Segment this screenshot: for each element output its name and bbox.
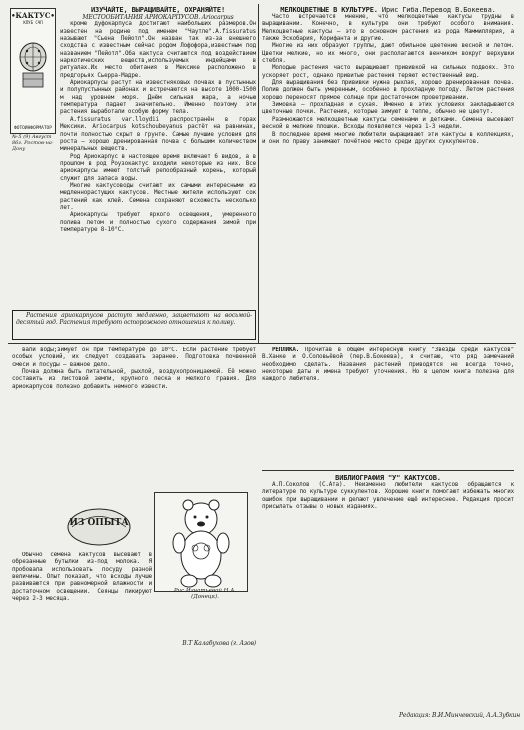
right-article-paragraph: Зимовка — прохладная и сухая. Именно в этих условиях закладываются цветочные почки. Растения, которые зимуют в тепле, обычно не цветут. — [262, 102, 514, 116]
left-article-heading: ИЗУЧАЙТЕ, ВЫРАЩИВАЙТЕ, ОХРАНЯЙТЕ! — [90, 6, 226, 14]
left-article-subheading: МЕСТООБИТАНИЯ АРИОКАРПУСОВ. Ariocarpus — [82, 14, 234, 21]
emblem-label: ИЗ ОПЫТА — [69, 518, 129, 528]
bibliography-text: А.П.Соколов (С.Ата). Неизменно любители кактусов обращаются к литературе по культуре суккулентов. Хорошие книги помогают избежать многих ошибок при выращивании и делают увлечение ещё интереснее. Редакция просит присылать отзывы о новых изданиях. — [262, 482, 514, 511]
right-article-paragraph: Многие из них образуют группы, дают обильное цветение весной и летом. Цветки мелкие, но их много, они располагаются венчиком вокруг верхушки стебля. — [262, 43, 514, 65]
right-article-byline: Ирис Гиба.Перевод В.Бокеева. — [381, 6, 496, 14]
masthead-logo — [10, 8, 56, 134]
right-article-title: МЕЛКОЦВЕТНЫЕ В КУЛЬТУРЕ. — [280, 6, 378, 14]
left-article-paragraph: Род Ариокарпус в настоящее время включает 6 видов, а в прошлом в род Роузокактус входили некоторые из них. Все ариокарпусы имеют толстый репообразный корень, который служит для запаса воды. — [60, 153, 256, 182]
left-article-paragraph: Многие кактусоводы считают их самыми интересными из медленнорастущих кактусов. Местные жители используют сок растений как клей. Семена сохраняют всхожесть несколько лет. — [60, 182, 256, 211]
issue-info: №-5 (9) Август 86г. Ростов-на-Дону — [12, 134, 54, 152]
bear-illustration — [154, 492, 248, 592]
review-heading: РЕПЛИКА. — [272, 347, 300, 353]
olympic-bear-icon — [155, 493, 247, 591]
left-article-paragraph: Ариокарпусы растут на известняковых почвах в пустынных и полупустынных районах и встречаются на высоте 1000-1500 м над уровнем моря. Днём сильная жара, а ночью температура падает значительно. Именно поэтому эти растения выработали особую форму тела. — [60, 80, 256, 116]
masthead-footer: ФОТОИНФОРМАТОР — [14, 126, 52, 131]
column-divider — [258, 4, 259, 344]
review-text: Прочитав в общем интересную книгу "Звезды среди кактусов" В.Ханке и О.Соловьёвой (пер.В.Бокеева), я считаю, что ряд замечаний необходимо сделать. Названия растений приводятся не всегда точно, некоторые даты и имена требуют уточнения. Но в целом книга полезна для каждого любителя. — [262, 347, 514, 383]
masthead-title: •КАКТУС• — [11, 11, 55, 20]
review-divider — [262, 470, 514, 471]
cactus-illustration-icon — [17, 27, 49, 107]
seeds-article-text: Обычно семена кактусов высевают в обрезанные бутылки из-под молока. Я пробовала использовать посуду разной величины. Опыт показал, что всходы лучше развиваются при равномерной влажности и достаточном освещении. Сеянцы пикируют через 2-3 месяца. — [12, 552, 152, 603]
bear-caption: Рис.Игнатьевой Н.А. (Донецк). — [173, 588, 237, 600]
right-article — [262, 6, 514, 342]
left-article — [60, 6, 256, 308]
left-note: Растения ариокарпусов растут медленно, зацветают на восьмой-десятый год. Растения требуют осторожного отношения к поливу. — [16, 312, 252, 327]
bottom-left-article — [12, 347, 256, 485]
left-article-paragraph: A.fissuratus var.lloydii распространён в горах Мексики. Ariocarpus kotschoubeyanus растёт на равнинах, почти полностью скрыт в грунте. Самые лучшие условия для роста — хорошо дренированная почва с большим количеством минеральных веществ. — [60, 116, 256, 153]
bottom-left-continuation — [12, 640, 256, 720]
right-article-paragraph: Для выращивания без прививки нужна рыхлая, хорошо дренированная почва. Полив должен быть умеренным, особенно в прохладную погоду. Летом растения хорошо переносят прямое солнце при достаточном проветривании. — [262, 80, 514, 101]
right-article-paragraph: Молодые растения часто выращивают прививкой на сильных подвоях. Это ускоряет рост, однако привитые растения теряют естественный вид. — [262, 65, 514, 79]
bottom-left-paragraph: вали воды;зимует он при температуре до 10°С. Если растение требует особых условий, их следует создавать заранее. Подготовка почвенной смеси и посуды — важное дело. — [12, 347, 256, 368]
signature: В.Т Калабухова (г. Азов) — [182, 640, 256, 647]
bibliography-heading: ВИБЛИОГРАФИЯ "У" КАКТУСОВ. — [335, 474, 441, 482]
right-article-paragraph: Размножаются мелкоцветные кактусы семенами и детками. Семена высевают весной в мелкие плошки. Всходы появляются через 1-3 недели. — [262, 116, 514, 131]
left-article-paragraph: кроме дуфокарпуса достигают наибольших размеров.Он известен на родине под именем "Чаутле".A.fissuratus называют "Сьена Пейотл".Он назван так из-за внешнего сходства с известным сейчас родом Лофофора,известным под названием "Пейотл".Оба кактуса считаются под воздействием наркотических веществ,используемых индейцами в ритуалах.Их место обитания в Мексике расположено в предгорьях Сьерра-Мадре. — [60, 21, 256, 79]
right-article-paragraph: Часто встречается мнение, что мелкоцветные кактусы трудны в выращивании. Конечно, в культуре они требуют особого внимания. Мелкоцветные кактусы — это в основном растения из рода Маммиллярия, а также Эскобария, Корифанта и другие. — [262, 14, 514, 43]
bibliography-article — [262, 474, 514, 704]
left-article-paragraph: Ариокарпусы требуют яркого освещения, умеренного полива летом и полностью сухого содержания зимой при температуре 8-10°С. — [60, 212, 256, 233]
horizontal-divider — [8, 343, 516, 344]
editorial-footer: Редакция: В.И.Минчевский, А.А.Зубкин — [399, 712, 520, 719]
review-article — [262, 347, 514, 467]
right-article-heading — [262, 6, 514, 14]
right-article-paragraph: В последнее время многие любители выращивают эти кактусы в коллекциях, и они по праву занимают почётное место среди других суккулентов. — [262, 131, 514, 145]
left-note-box — [12, 310, 256, 340]
bottom-left-paragraph: Почва должна быть питательной, рыхлой, воздухопроницаемой. Её можно составить из листовой земли, крупного песка и мелкого гравия. Для ариокарпусов полезно добавить немного извести. — [12, 369, 256, 390]
masthead-subtitle: КЛУБ СЧП — [23, 20, 43, 25]
